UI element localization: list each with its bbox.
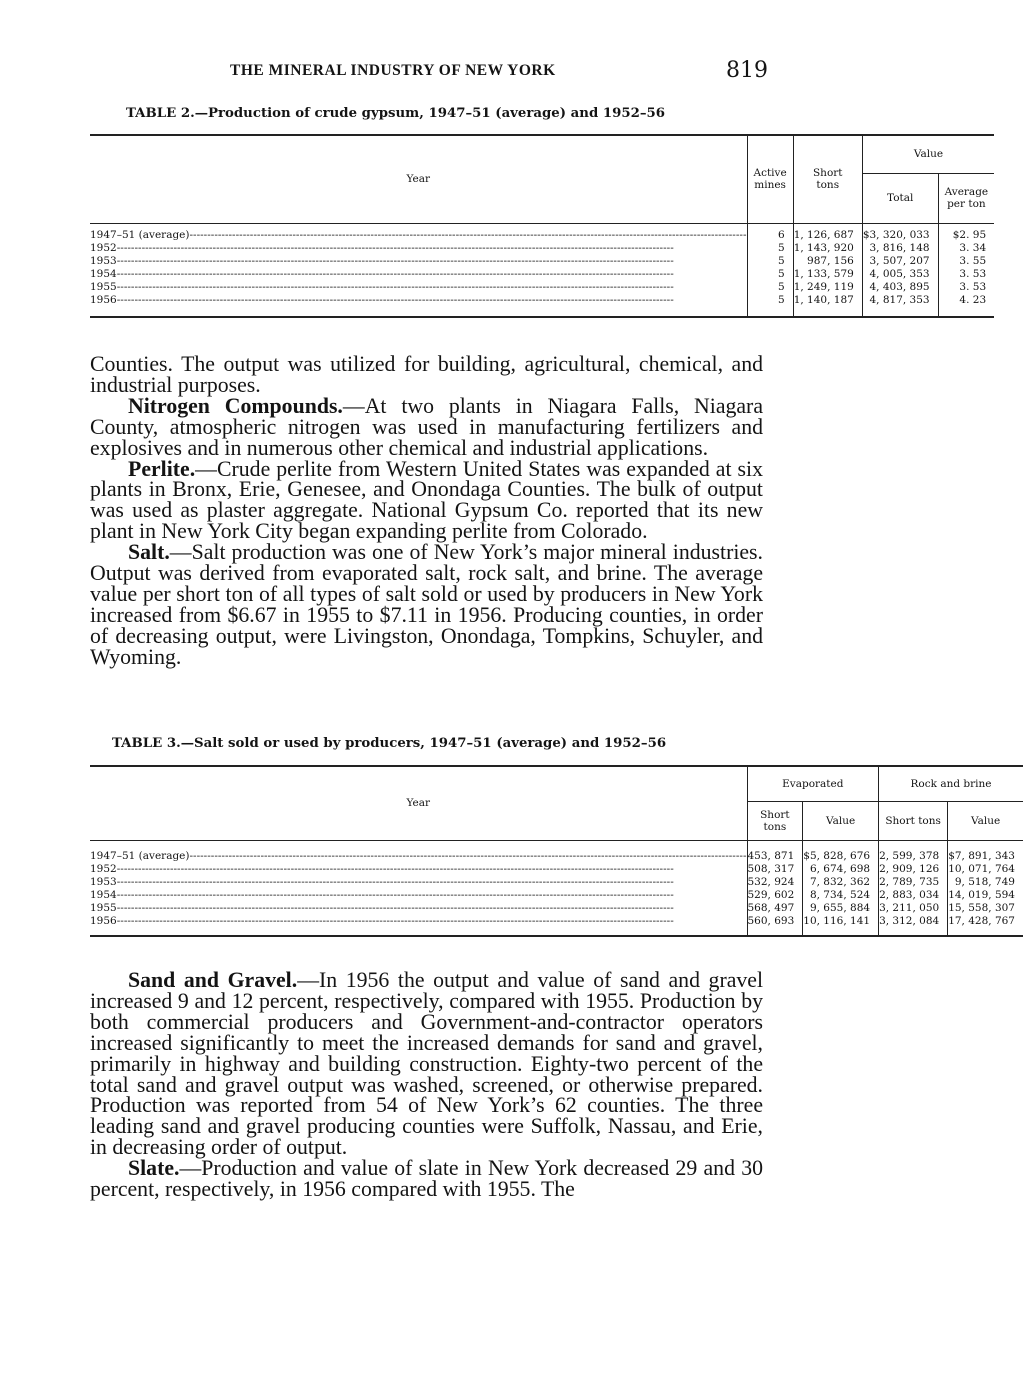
table-row — [90, 229, 994, 242]
table-row — [90, 242, 994, 255]
table2-row-mines: 5 — [747, 268, 793, 281]
table2-row-avg: 3. 53 — [938, 268, 994, 281]
paragraph-sand-gravel — [90, 970, 763, 1158]
table3-row-year: 1953 ----- — [90, 876, 747, 889]
table2-row-mines: 5 — [747, 294, 793, 307]
table3-caption: TABLE 3.—Salt sold or used by producers, 1947–51 (average) and 1952–56 — [112, 736, 667, 751]
table2-row-total: 4, 005, 353 — [862, 268, 938, 281]
table3-row-evap-value: 9, 655, 884 — [803, 902, 879, 915]
table2-row-avg: $2. 95 — [938, 229, 994, 242]
table3-header-short-tons-evap: Short tons — [747, 801, 803, 840]
table3-row-rock-tons: 3, 211, 050 — [879, 902, 948, 915]
paragraph-counties: Counties. The output was utilized for building, agricultural, chemical, and industrial purposes. — [90, 352, 763, 397]
table-row — [90, 902, 1023, 915]
table3-row-rock-value: 14, 019, 594 — [948, 889, 1023, 902]
table2-header-avg-per-ton: Average per ton — [938, 173, 994, 223]
table3-row-evap-tons: 568, 497 — [747, 902, 803, 915]
table2-row-year: 1955 ----- — [90, 281, 747, 294]
heading-slate: Slate. — [128, 1156, 180, 1181]
table3-row-rock-tons: 2, 599, 378 — [879, 850, 948, 863]
table3-row-rock-tons: 2, 909, 126 — [879, 863, 948, 876]
paragraph-nitrogen — [90, 393, 763, 460]
heading-sand-gravel: Sand and Gravel. — [128, 968, 298, 992]
table3-row-year: 1956 ----- — [90, 915, 747, 928]
paragraph-perlite — [90, 456, 763, 544]
page-number: 819 — [726, 58, 768, 83]
table3-row-evap-value: 7, 832, 362 — [803, 876, 879, 889]
table3-row-evap-value: $5, 828, 676 — [803, 850, 879, 863]
table3-header-evaporated: Evaporated — [747, 766, 879, 801]
paragraph-salt — [90, 542, 763, 667]
table2-row-mines: 5 — [747, 255, 793, 268]
table3-row-evap-value: 10, 116, 141 — [803, 915, 879, 928]
table2-row-total: 4, 403, 895 — [862, 281, 938, 294]
table3-row-evap-value: 6, 674, 698 — [803, 863, 879, 876]
text-nitrogen: —At two plants in Niagara Falls, Niagara County, atmospheric nitrogen was used in manufacturing fertilizers and explosives and in numerous other chemical and industrial applications. — [90, 393, 763, 460]
table-row — [90, 281, 994, 294]
table-row — [90, 294, 994, 307]
table3-row-evap-tons: 560, 693 — [747, 915, 803, 928]
table2-row-avg: 3. 34 — [938, 242, 994, 255]
table2-row-year: 1953 ----- — [90, 255, 747, 268]
table3-row-evap-tons: 529, 602 — [747, 889, 803, 902]
table3-row-rock-value: 10, 071, 764 — [948, 863, 1023, 876]
table3-row-evap-tons: 453, 871 — [747, 850, 803, 863]
table3-row-rock-value: $7, 891, 343 — [948, 850, 1023, 863]
table2-row-tons: 1, 143, 920 — [793, 242, 862, 255]
table3-header-value-evap: Value — [803, 801, 879, 840]
table3-row-rock-tons: 3, 312, 084 — [879, 915, 948, 928]
table2 — [90, 134, 994, 318]
table-row — [90, 255, 994, 268]
table2-header-total: Total — [862, 173, 938, 223]
table3-header-short-tons-rock: Short tons — [879, 801, 948, 840]
heading-nitrogen: Nitrogen Compounds. — [128, 393, 343, 418]
table2-row-total: 4, 817, 353 — [862, 294, 938, 307]
table2-row-total: $3, 320, 033 — [862, 229, 938, 242]
table2-row-year: 1947–51 (average) ----- — [90, 229, 747, 242]
table2-header-value: Value — [862, 135, 994, 173]
table3-header-rock-brine: Rock and brine — [879, 766, 1023, 801]
text-slate: —Production and value of slate in New York decreased 29 and 30 percent, respectively, in 1956 compared with 1955. The — [90, 1156, 763, 1202]
table3 — [90, 765, 1023, 937]
table3-row-rock-tons: 2, 883, 034 — [879, 889, 948, 902]
table3-row-year: 1954 ----- — [90, 889, 747, 902]
table-row — [90, 863, 1023, 876]
table3-header-value-rock: Value — [948, 801, 1023, 840]
table2-row-avg: 4. 23 — [938, 294, 994, 307]
table3-row-year: 1952 ----- — [90, 863, 747, 876]
table3-row-rock-value: 9, 518, 749 — [948, 876, 1023, 889]
heading-perlite: Perlite. — [128, 456, 196, 481]
table3-row-evap-tons: 508, 317 — [747, 863, 803, 876]
text-perlite: —Crude perlite from Western United States was expanded at six plants in Bronx, Erie, Genesee, and Onondaga Counties. The bulk of output was used as plaster aggregate. National Gypsum Co. reported that its new plant in New York City began expanding perlite from Colorado. — [90, 456, 763, 544]
table-row — [90, 268, 994, 281]
table2-row-avg: 3. 53 — [938, 281, 994, 294]
table2-row-tons: 987, 156 — [793, 255, 862, 268]
table-row — [90, 889, 1023, 902]
table2-row-total: 3, 507, 207 — [862, 255, 938, 268]
table2-row-tons: 1, 133, 579 — [793, 268, 862, 281]
table2-header-active-mines: Active mines — [747, 135, 793, 223]
table3-header-year: Year — [90, 766, 747, 840]
table3-row-evap-tons: 532, 924 — [747, 876, 803, 889]
running-title: THE MINERAL INDUSTRY OF NEW YORK — [230, 62, 556, 79]
paragraph-slate — [90, 1158, 763, 1200]
table2-header-year: Year — [90, 135, 747, 223]
table-row — [90, 915, 1023, 928]
table2-caption: TABLE 2.—Production of crude gypsum, 1947–51 (average) and 1952–56 — [126, 106, 666, 121]
heading-salt: Salt. — [128, 540, 170, 565]
table2-row-tons: 1, 249, 119 — [793, 281, 862, 294]
table2-row-tons: 1, 140, 187 — [793, 294, 862, 307]
text-block-2 — [90, 970, 763, 1200]
table2-row-year: 1952 ----- — [90, 242, 747, 255]
text-salt: —Salt production was one of New York’s major mineral industries. Output was derived from evaporated salt, rock salt, and brine. The average value per short ton of all types of salt sold or used by producers in New York increased from $6.67 in 1955 to $7.11 in 1956. Producing counties, in order of decreasing output, were Livingston, Onondaga, Tompkins, Schuyler, and Wyoming. — [90, 540, 763, 669]
table2-row-tons: 1, 126, 687 — [793, 229, 862, 242]
table3-row-evap-value: 8, 734, 524 — [803, 889, 879, 902]
table2-row-avg: 3. 55 — [938, 255, 994, 268]
table-row — [90, 876, 1023, 889]
table2-row-mines: 6 — [747, 229, 793, 242]
table3-row-year: 1955 ----- — [90, 902, 747, 915]
table2-row-year: 1954 ----- — [90, 268, 747, 281]
text-sand-gravel: —In 1956 the output and value of sand and gravel increased 9 and 12 percent, respectively, compared with 1955. Production by both commercial producers and Government-and-contractor operators increased significantly to meet the increased demands for sand and gravel, primarily in highway and building construction. Eighty-two percent of the total sand and gravel output was washed, screened, or otherwise prepared. Production was reported from 54 of New York’s 62 counties. The three leading sand and gravel producing counties were Suffolk, Nassau, and Erie, in decreasing order of output. — [90, 968, 764, 1160]
table2-row-year: 1956 ----- — [90, 294, 747, 307]
table2-header-short-tons: Short tons — [793, 135, 862, 223]
table3-row-rock-value: 15, 558, 307 — [948, 902, 1023, 915]
table3-row-rock-tons: 2, 789, 735 — [879, 876, 948, 889]
table3-row-rock-value: 17, 428, 767 — [948, 915, 1023, 928]
table3-row-year: 1947–51 (average) ----- — [90, 850, 747, 863]
table-row — [90, 850, 1023, 863]
table2-row-mines: 5 — [747, 242, 793, 255]
text-block-1 — [90, 354, 763, 668]
table2-row-total: 3, 816, 148 — [862, 242, 938, 255]
table2-row-mines: 5 — [747, 281, 793, 294]
